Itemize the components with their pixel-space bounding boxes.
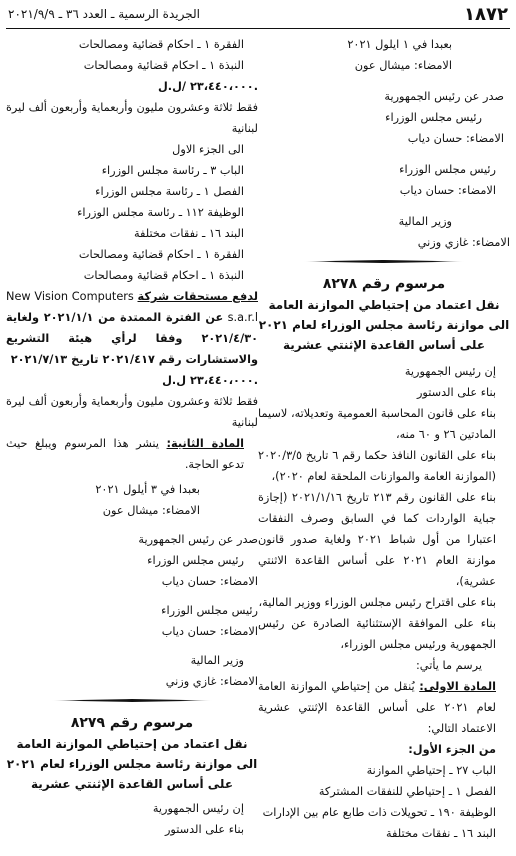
law-paragraph: بناء على قانون المحاسبة العمومية وتعديلاته، لاسيما المادتين ٢٦ و ٦٠ منه،	[258, 407, 496, 441]
decree-subtitle: نقل اعتماد من إحتياطي الموازنة العامة	[268, 298, 500, 312]
finance-title: وزير المالية	[190, 654, 244, 667]
decree-title: مرسوم رقم ٨٢٧٩	[70, 715, 194, 731]
right-column	[258, 34, 510, 856]
company-name: Computers s.a.r.l	[71, 290, 258, 324]
amount-words: فقط ثلاثة وعشرون مليون وأربعماية وأربعون ألف ليرة لبنانية	[6, 395, 258, 429]
gazette-title: الجريدة الرسمية ـ العدد ٣٦ ـ ٢٠٢١/٩/٩	[8, 7, 200, 21]
budget-line: الباب ٣ ـ رئاسة مجلس الوزراء	[101, 164, 244, 177]
signature-finance: الامضاء: غازي وزني	[417, 236, 510, 249]
article-1-label: المادة الاولى:	[419, 680, 496, 693]
signature-pm-2: الامضاء: حسان دياب	[161, 625, 258, 638]
signature-pm-2: الامضاء: حسان دياب	[399, 184, 496, 197]
finance-title: وزير المالية	[398, 215, 452, 228]
constitution-line: بناء على الدستور	[164, 823, 244, 836]
decree-subtitle: الى موازنة رئاسة مجلس الوزراء لعام ٢٠٢١	[258, 318, 510, 332]
payment-label: لدفع مستحقات شركة	[137, 290, 258, 303]
signature-finance: الامضاء: غازي وزني	[165, 675, 258, 688]
pm-title: رئيس مجلس الوزراء	[147, 554, 244, 567]
amount-words: فقط ثلاثة وعشرون مليون وأربعماية وأربعون ألف ليرة لبنانية	[6, 101, 258, 135]
issued-by: صدر عن رئيس الجمهورية	[138, 533, 258, 546]
budget-line: الفقرة ١ ـ احكام قضائية ومصالحات	[78, 38, 244, 51]
decree-subtitle: على أساس القاعدة الإثنتي عشرية	[282, 338, 486, 352]
president-line: إن رئيس الجمهورية	[404, 365, 496, 378]
header-rule	[6, 28, 510, 29]
law-paragraph: بناء على القانون النافذ حكما رقم ٦ تاريخ ٢٠٢٠/٣/٥ (الموازنة العامة والموازنات الملحقة لعام ٢٠٢٠)،	[258, 449, 496, 483]
page-number: ١٨٧٢	[464, 4, 508, 25]
article-2-label: المادة الثانية:	[166, 437, 244, 450]
amount	[6, 370, 258, 391]
budget-line: النبذة ١ ـ احكام قضائية ومصالحات	[83, 59, 244, 72]
to-part: الى الجزء الاول	[172, 143, 244, 156]
signature-pm: الامضاء: حسان دياب	[407, 132, 504, 145]
amount-value: ٢٣،٤٤٠،٠٠٠ ل.ل.	[162, 374, 258, 387]
left-column	[6, 34, 258, 856]
law-paragraph: بناء على القانون رقم ٢١٣ تاريخ ٢٠٢١/١/١٦ (إجازة جباية الواردات كما في السابق وصرف النفقات اعتبارا من أول شباط ٢٠٢١ ولغاية صدور قانون موازنة العام ٢٠٢١ على أساس القاعدة الاثنتي عشرية)،	[258, 491, 496, 588]
signature-president: الامضاء: ميشال عون	[102, 504, 200, 517]
payment-text: عن الفترة الممتدة من ٢٠٢١/١/١ ولغاية ٢٠٢١/٤/٣٠ وفقا لرأي هيئة التشريع والاستشارات رقم ٢٠٢١/٤١٧ تاريخ ٢٠٢١/٧/١٣	[6, 311, 258, 366]
signature-pm: الامضاء: حسان دياب	[161, 575, 258, 588]
budget-line: الفصل ١ ـ إحتياطي للنفقات المشتركة	[318, 785, 496, 798]
article-2-text: ينشر هذا المرسوم ويبلغ حيث تدعو الحاجة.	[6, 437, 244, 471]
amount-value: ٢٣،٤٤٠،٠٠٠ /ل.ل.	[157, 80, 258, 93]
proposal-paragraph: بناء على اقتراح رئيس مجلس الوزراء ووزير المالية،	[258, 596, 496, 609]
budget-line: البند ١٦ ـ نفقات مختلفة	[385, 827, 496, 840]
company-name: New Vision	[6, 290, 69, 303]
pm-title-2: رئيس مجلس الوزراء	[399, 163, 496, 176]
date-line: بعبدا في ٣ أيلول ٢٠٢١	[95, 483, 200, 496]
constitution-line: بناء على الدستور	[416, 386, 496, 399]
from-part: من الجزء الأول:	[408, 743, 496, 756]
pm-title: رئيس مجلس الوزراء	[385, 111, 482, 124]
decrees-line: يرسم ما يأتي:	[416, 659, 482, 672]
issued-by: صدر عن رئيس الجمهورية	[384, 90, 504, 103]
signature-president: الامضاء: ميشال عون	[354, 59, 452, 72]
approval-paragraph: بناء على الموافقة الإستثنائية الصادرة عن رئيس الجمهورية ورئيس مجلس الوزراء،	[258, 617, 496, 651]
section-divider	[6, 694, 258, 708]
page-header	[6, 4, 510, 26]
section-divider	[258, 255, 510, 269]
decree-title: مرسوم رقم ٨٢٧٨	[322, 276, 446, 292]
article-1	[258, 676, 510, 739]
budget-line: النبذة ١ ـ احكام قضائية ومصالحات	[83, 269, 244, 282]
president-line: إن رئيس الجمهورية	[152, 802, 244, 815]
budget-line: الفصل ١ ـ رئاسة مجلس الوزراء	[95, 185, 244, 198]
decree-subtitle: على أساس القاعدة الإثنتي عشرية	[30, 777, 234, 791]
budget-line: الباب ٢٧ ـ إحتياطي الموازنة	[366, 764, 496, 777]
article-1-text: يُنقل من إحتياطي الموازنة العامة لعام ٢٠٢١ على أساس القاعدة الإثنتي عشرية الاعتماد التالي:	[258, 680, 496, 735]
decree-subtitle: الى موازنة رئاسة مجلس الوزراء لعام ٢٠٢١	[6, 757, 258, 771]
pm-title-2: رئيس مجلس الوزراء	[161, 604, 258, 617]
budget-line: الوظيفة ١٩٠ ـ تحويلات ذات طابع عام بين الإدارات	[262, 806, 496, 819]
payment-paragraph	[6, 286, 258, 370]
budget-line: الفقرة ١ ـ احكام قضائية ومصالحات	[78, 248, 244, 261]
budget-line: الوظيفة ١١٢ ـ رئاسة مجلس الوزراء	[77, 206, 244, 219]
article-2	[6, 433, 258, 475]
decree-subtitle: نقل اعتماد من إحتياطي الموازنة العامة	[16, 737, 248, 751]
budget-line: البند ١٦ ـ نفقات مختلفة	[133, 227, 244, 240]
amount	[6, 76, 258, 97]
date-line: بعبدا في ١ ايلول ٢٠٢١	[347, 38, 452, 51]
